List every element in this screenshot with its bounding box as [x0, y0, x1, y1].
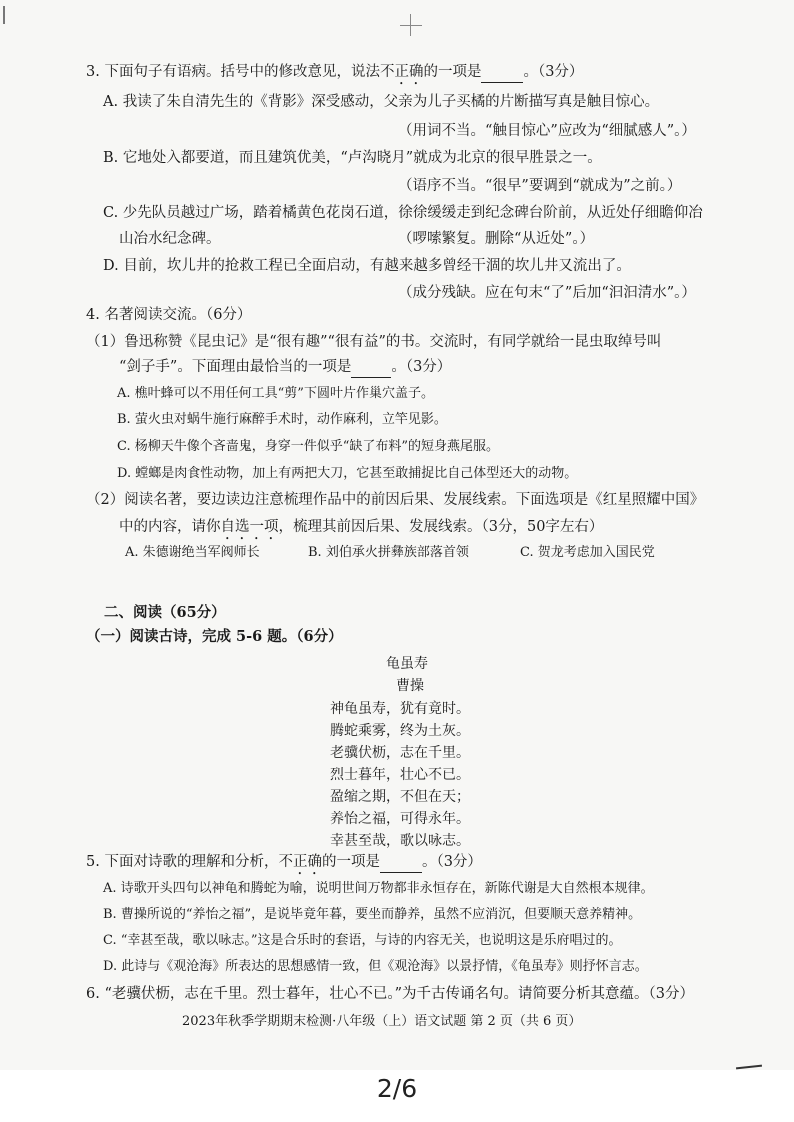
- poem-line: 腾蛇乘雾，终为土灰。: [330, 723, 470, 739]
- q5-score: 。（3分）: [421, 854, 482, 870]
- q4-part1-line1: （1）鲁迅称赞《昆虫记》是“很有趣”“很有益”的书。交流时，有同学就给一昆虫取绰号叫: [86, 334, 662, 350]
- scan-corner-mark: [736, 1065, 762, 1070]
- section2-title: 二、阅读（65分）: [104, 604, 226, 621]
- q4-choice-b: B. 刘伯承火拼彝族部落首领: [308, 545, 469, 560]
- q4-part2-text-2: ，梳理其前因后果、发展线索。（3分，50字左右）: [278, 519, 604, 535]
- q4-option-b: B. 萤火虫对蜗牛施行麻醉手术时，动作麻利，立竿见影。: [117, 412, 447, 427]
- q5-option-a: A. 诗歌开头四句以神龟和腾蛇为喻，说明世间万物都非永恒存在，新陈代谢是大自然根本规律。: [103, 881, 654, 896]
- q3-emphasis: 正确: [394, 64, 424, 80]
- q4-part2-line2: [119, 517, 603, 543]
- q5-option-b: B. 曹操所说的“养怡之福”，是说毕竟年暮，要坐而静养，虽然不应消沉，但要顺天意养精神。: [103, 907, 642, 922]
- q3-stem-text-2: 的一项是: [423, 64, 482, 80]
- poem-author: 曹操: [396, 678, 424, 694]
- q4-part1-score: 。（3分）: [391, 359, 452, 375]
- q4-part1-line2: [119, 357, 451, 378]
- q5-stem-text-2: 的一项是: [321, 854, 380, 870]
- q4-part2-text: 中的内容，请你: [119, 519, 221, 535]
- q3-option-a: A. 我读了朱自清先生的《背影》深受感动，父亲为儿子买橘的片断描写真是触目惊心。: [103, 94, 660, 110]
- q6-stem: 6. “老骥伏枥，志在千里。烈士暮年，壮心不已。”为千古传诵名句。请简要分析其意蕴。（3分）: [86, 986, 694, 1002]
- section2-subtitle: （一）阅读古诗，完成 5-6 题。（6分）: [86, 628, 343, 645]
- q4-choice-a: A. 朱德谢绝当军阀师长: [125, 545, 260, 560]
- q3-stem-text: 3. 下面句子有语病。括号中的修改意见，说法不: [86, 64, 395, 80]
- q3-stem: [86, 62, 583, 88]
- q3-option-b-note: （语序不当。“很早”要调到“就成为”之前。）: [398, 178, 682, 194]
- q4-option-a: A. 樵叶蜂可以不用任何工具“剪”下圆叶片作巢穴盖子。: [117, 386, 434, 401]
- crop-mark: [400, 14, 422, 36]
- q3-option-b: B. 它地处入都要道，而且建筑优美，“卢沟晓月”就成为北京的很早胜景之一。: [103, 150, 602, 166]
- q4-choice-c: C. 贺龙考虑加入国民党: [520, 545, 655, 560]
- q3-option-c-note: （啰嗦繁复。删除“从近处”。）: [398, 231, 595, 247]
- poem-line: 老骥伏枥，志在千里。: [330, 745, 470, 761]
- q3-option-a-note: （用词不当。“触目惊心”应改为“细腻感人”。）: [398, 123, 696, 139]
- q5-emphasis: 正确: [292, 854, 322, 870]
- q4-part2-emphasis: 自选一项: [220, 519, 279, 535]
- q4-part1-text: “剑子手”。下面理由最恰当的一项是: [119, 359, 352, 375]
- q4-option-d: D. 螳螂是肉食性动物，加上有两把大刀，它甚至敢捕捉比自己体型还大的动物。: [117, 466, 578, 481]
- scan-edge-mark: [3, 6, 5, 24]
- q5-option-d: D. 此诗与《观沧海》所表达的思想感情一致，但《观沧海》以景抒情，《龟虽寿》则抒怀言志。: [103, 959, 648, 974]
- q4-stem: 4. 名著阅读交流。（6分）: [86, 307, 252, 323]
- q5-stem-text: 5. 下面对诗歌的理解和分析，不: [86, 854, 293, 870]
- q4-part2-line1: （2）阅读名著，要边读边注意梳理作品中的前因后果、发展线索。下面选项是《红星照耀中国》: [86, 492, 705, 508]
- poem-line: 盈缩之期，不但在天；: [330, 789, 470, 805]
- q3-option-d-note: （成分残缺。应在句末“了”后加“汩汩清水”。）: [398, 285, 696, 301]
- poem-line: 幸甚至哉，歌以咏志。: [330, 833, 470, 849]
- q5-stem: [86, 852, 482, 878]
- q5-answer-blank: [380, 852, 422, 873]
- page-indicator: 2/6: [376, 1074, 418, 1103]
- q3-option-d: D. 目前，坎儿井的抢救工程已全面启动，有越来越多曾经干涸的坎儿井又流出了。: [103, 258, 631, 274]
- q3-score: 。（3分）: [523, 64, 584, 80]
- page-footer: 2023年秋季学期期末检测·八年级（上）语文试题 第 2 页（共 6 页）: [182, 1014, 582, 1029]
- poem-title: 龟虽寿: [386, 656, 428, 672]
- q5-option-c: C. “幸甚至哉，歌以咏志。”这是合乐时的套语，与诗的内容无关，也说明这是乐府唱过的。: [103, 933, 622, 948]
- poem-line: 养怡之福，可得永年。: [330, 811, 470, 827]
- q3-answer-blank: [481, 62, 523, 83]
- poem-line: 神龟虽寿，犹有竟时。: [330, 701, 470, 717]
- q4-answer-blank: [351, 357, 391, 378]
- q3-option-c-line1: C. 少先队员越过广场，踏着橘黄色花岗石道，徐徐缓缓走到纪念碑台阶前，从近处仔细瞻仰冶: [103, 205, 703, 221]
- q3-option-c-line2: 山冶水纪念碑。: [119, 231, 221, 247]
- q4-option-c: C. 杨柳天牛像个吝啬鬼，身穿一件似乎“缺了布料”的短身燕尾服。: [117, 439, 500, 454]
- poem-line: 烈士暮年，壮心不已。: [330, 767, 470, 783]
